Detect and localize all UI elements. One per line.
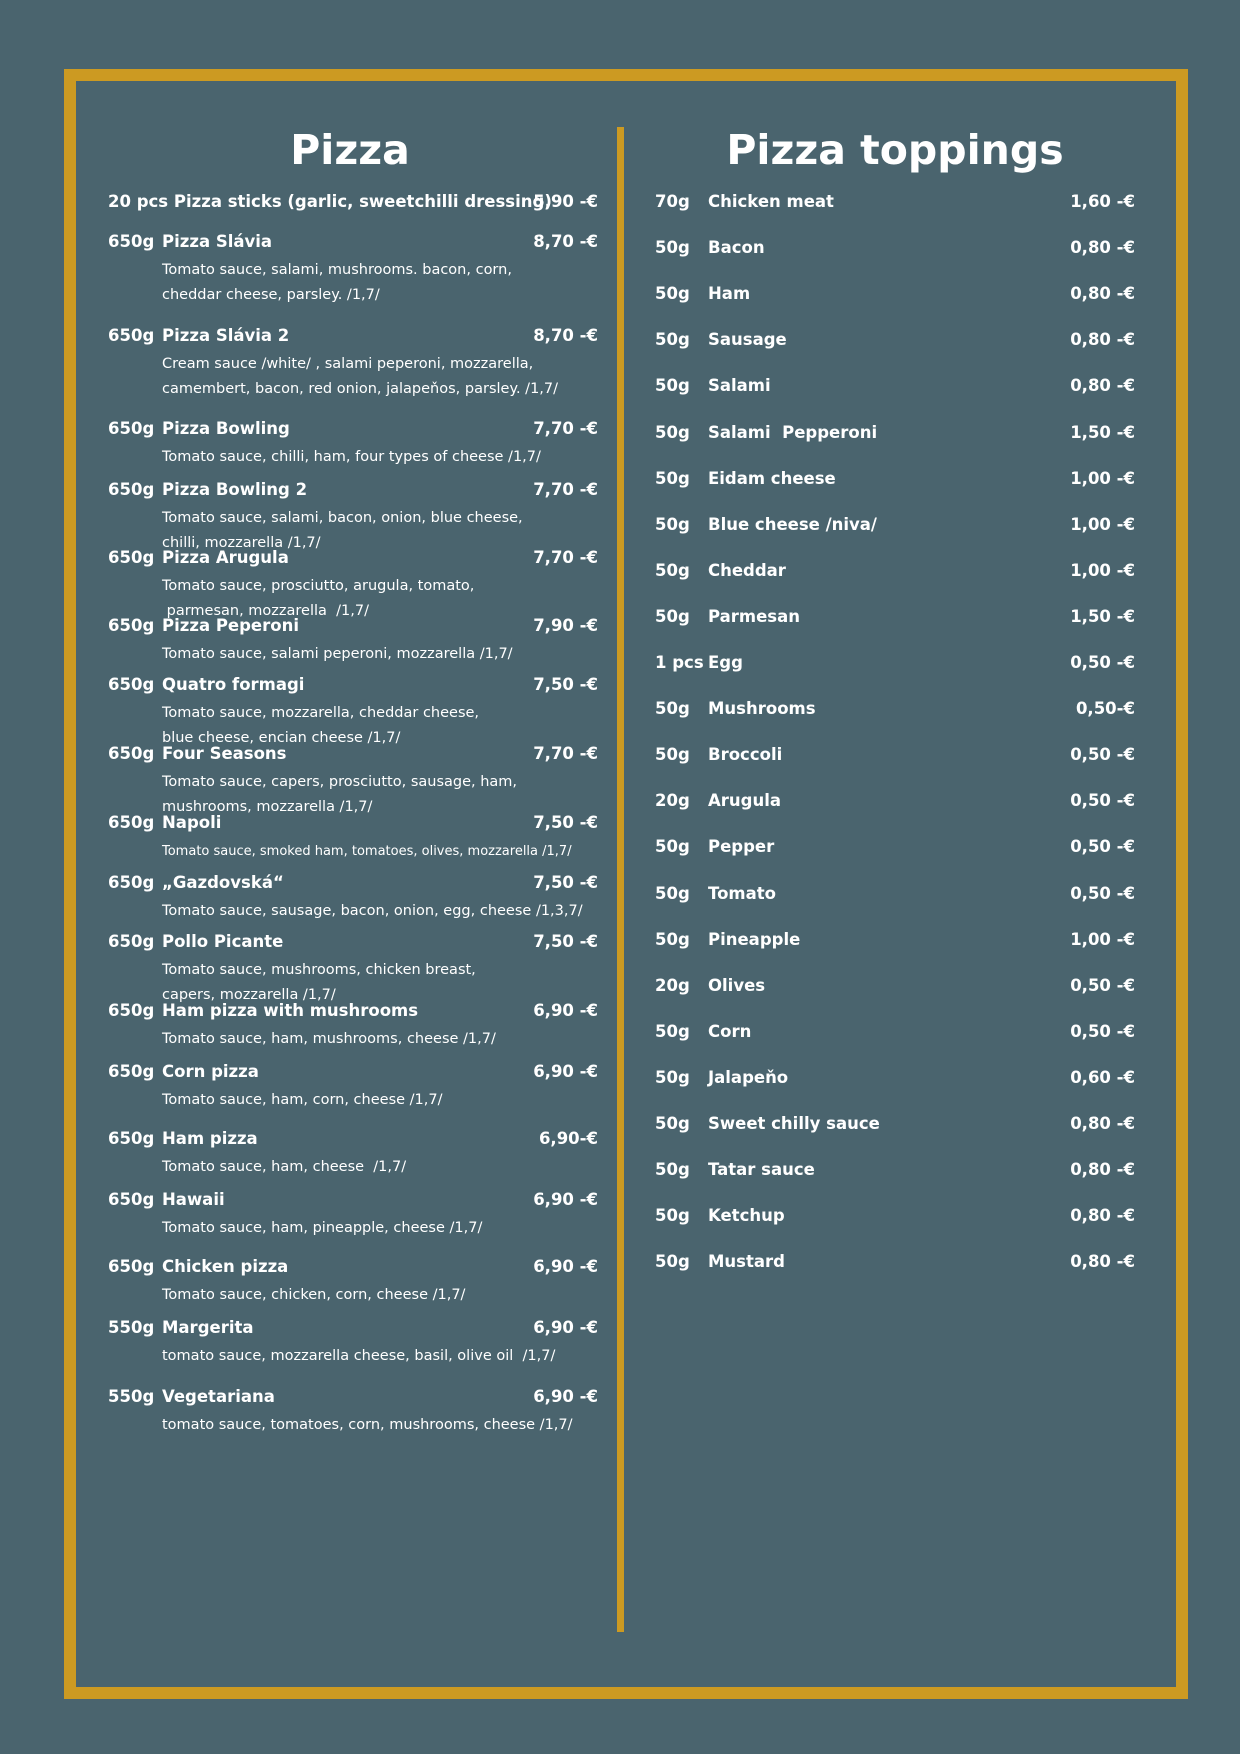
pizza-item — [108, 813, 598, 864]
topping-weight: 50g — [655, 929, 690, 949]
pizza-description — [162, 258, 598, 308]
topping-price: 0,50 -€ — [1070, 1021, 1135, 1041]
pizza-description-line: Tomato sauce, mozzarella, cheddar cheese, — [162, 705, 480, 721]
topping-name: Bacon — [708, 238, 765, 258]
pizza-description — [162, 1216, 598, 1241]
topping-weight: 20g — [655, 791, 690, 811]
pizza-name: Ham pizza — [162, 1129, 258, 1148]
topping-item — [655, 745, 1135, 769]
pizza-item — [108, 548, 598, 624]
pizza-description-line: Tomato sauce, salami, mushrooms. bacon, corn, — [162, 262, 512, 278]
pizza-name: Pizza Slávia 2 — [162, 326, 290, 345]
pizza-description-line: Tomato sauce, smoked ham, tomatoes, olives, mozzarella /1,7/ — [162, 844, 572, 859]
topping-weight: 50g — [655, 514, 690, 534]
topping-price: 0,80 -€ — [1070, 1114, 1135, 1133]
topping-price: 0,80 -€ — [1070, 284, 1135, 304]
pizza-price: 7,50 -€ — [533, 813, 598, 832]
pizza-description — [162, 1088, 598, 1113]
pizza-section-title: Pizza — [290, 126, 410, 174]
pizza-item — [108, 1387, 598, 1438]
topping-name: Salami Pepperoni — [708, 422, 878, 442]
pizza-description-line: parmesan, mozzarella /1,7/ — [162, 603, 369, 619]
topping-name: Jalapeňo — [708, 1067, 789, 1087]
topping-weight: 50g — [655, 560, 690, 580]
pizza-description-line: Tomato sauce, salami, bacon, onion, blue cheese, — [162, 510, 523, 526]
topping-item — [655, 238, 1135, 262]
topping-item — [655, 1114, 1135, 1138]
topping-price: 1,60 -€ — [1070, 192, 1135, 211]
pizza-description-line: blue cheese, encian cheese /1,7/ — [162, 730, 401, 746]
pizza-weight: 550g — [108, 1318, 155, 1337]
pizza-weight: 650g — [108, 480, 155, 499]
topping-price: 1,00 -€ — [1070, 468, 1135, 488]
topping-price: 0,80 -€ — [1070, 376, 1135, 396]
topping-weight: 50g — [655, 330, 690, 350]
topping-weight: 20g — [655, 975, 690, 995]
topping-weight: 1 pcs — [655, 653, 704, 672]
topping-item — [655, 515, 1135, 539]
pizza-item — [108, 1062, 598, 1113]
topping-item — [655, 192, 1135, 216]
pizza-sticks-price: 5,90 -€ — [533, 192, 598, 211]
pizza-price: 6,90-€ — [538, 1129, 598, 1148]
pizza-description-line: chilli, mozzarella /1,7/ — [162, 535, 321, 551]
topping-price: 0,50 -€ — [1070, 745, 1135, 765]
pizza-description — [162, 899, 598, 924]
column-divider — [617, 127, 624, 1632]
pizza-price: 6,90 -€ — [533, 1190, 598, 1209]
pizza-name: Ham pizza with mushrooms — [162, 1001, 419, 1020]
topping-price: 0,80 -€ — [1070, 330, 1135, 350]
topping-price: 1,00 -€ — [1070, 514, 1135, 534]
pizza-sticks-label: 20 pcs Pizza sticks (garlic, sweetchilli dressing) — [108, 192, 552, 211]
pizza-item — [108, 616, 598, 667]
pizza-description — [162, 642, 598, 667]
topping-price: 1,50 -€ — [1070, 422, 1135, 442]
topping-price: 0,50 -€ — [1070, 883, 1135, 903]
pizza-name: Vegetariana — [162, 1387, 275, 1406]
pizza-item — [108, 1190, 598, 1241]
topping-name: Tatar sauce — [708, 1160, 815, 1180]
pizza-item — [108, 873, 598, 924]
pizza-name: Corn pizza — [162, 1062, 259, 1081]
pizza-description-line: mushrooms, mozzarella /1,7/ — [162, 799, 373, 815]
topping-weight: 50g — [655, 837, 690, 857]
pizza-name: Pizza Bowling — [162, 419, 290, 438]
pizza-name: „Gazdovská“ — [162, 873, 284, 892]
topping-weight: 50g — [655, 745, 690, 765]
topping-weight: 50g — [655, 376, 690, 396]
pizza-price: 7,70 -€ — [533, 548, 598, 567]
pizza-name: Chicken pizza — [162, 1257, 289, 1276]
topping-price: 1,00 -€ — [1070, 929, 1135, 949]
pizza-price: 7,50 -€ — [533, 675, 598, 694]
pizza-weight: 650g — [108, 744, 155, 763]
topping-item — [655, 376, 1135, 400]
topping-weight: 50g — [655, 883, 690, 903]
topping-item — [655, 469, 1135, 493]
topping-weight: 50g — [655, 468, 690, 488]
topping-item — [655, 930, 1135, 954]
topping-name: Tomato — [708, 883, 776, 903]
pizza-price: 6,90 -€ — [533, 1387, 598, 1406]
topping-price: 0,50 -€ — [1070, 837, 1135, 857]
topping-item — [655, 976, 1135, 1000]
pizza-description — [162, 1027, 598, 1052]
pizza-description-line: Tomato sauce, chicken, corn, cheese /1,7/ — [162, 1287, 466, 1303]
topping-name: Sausage — [708, 330, 787, 350]
topping-weight: 50g — [655, 1160, 690, 1180]
pizza-item — [108, 744, 598, 820]
pizza-name: Pizza Arugula — [162, 548, 289, 567]
pizza-description — [162, 445, 598, 470]
toppings-section-title: Pizza toppings — [726, 126, 1064, 174]
topping-item — [655, 1206, 1135, 1230]
topping-name: Broccoli — [708, 745, 783, 765]
pizza-name: Pizza Peperoni — [162, 616, 299, 635]
pizza-price: 7,50 -€ — [533, 873, 598, 892]
topping-weight: 50g — [655, 606, 690, 626]
pizza-description — [162, 352, 598, 402]
topping-name: Mustard — [708, 1252, 785, 1272]
topping-item — [655, 791, 1135, 815]
pizza-weight: 650g — [108, 873, 155, 892]
topping-name: Corn — [708, 1021, 752, 1041]
pizza-description-line: tomato sauce, tomatoes, corn, mushrooms, cheese /1,7/ — [162, 1417, 573, 1433]
topping-weight: 50g — [655, 422, 690, 442]
pizza-weight: 650g — [108, 1001, 155, 1020]
pizza-description-line: Tomato sauce, ham, cheese /1,7/ — [162, 1159, 407, 1175]
pizza-description — [162, 1155, 598, 1180]
topping-name: Ketchup — [708, 1206, 785, 1226]
topping-price: 1,00 -€ — [1070, 560, 1135, 580]
topping-name: Chicken meat — [708, 192, 834, 211]
topping-name: Egg — [708, 653, 743, 672]
topping-weight: 50g — [655, 1021, 690, 1041]
topping-price: 0,60 -€ — [1070, 1067, 1135, 1087]
topping-weight: 50g — [655, 699, 690, 719]
topping-item — [655, 1068, 1135, 1092]
topping-item — [655, 607, 1135, 631]
pizza-weight: 650g — [108, 1129, 155, 1148]
pizza-price: 6,90 -€ — [533, 1001, 598, 1020]
pizza-weight: 650g — [108, 232, 155, 251]
pizza-description-line: Tomato sauce, prosciutto, arugula, tomato, — [162, 578, 475, 594]
topping-weight: 70g — [655, 192, 690, 211]
pizza-weight: 650g — [108, 1062, 155, 1081]
topping-name: Pineapple — [708, 929, 801, 949]
pizza-name: Pollo Picante — [162, 932, 284, 951]
topping-name: Pepper — [708, 837, 775, 857]
pizza-name: Pizza Bowling 2 — [162, 480, 308, 499]
topping-weight: 50g — [655, 1067, 690, 1087]
pizza-item — [108, 675, 598, 751]
pizza-description-line: Tomato sauce, mushrooms, chicken breast, — [162, 962, 476, 978]
pizza-price: 8,70 -€ — [533, 326, 598, 345]
pizza-weight: 650g — [108, 1190, 155, 1209]
pizza-weight: 650g — [108, 813, 155, 832]
topping-item — [655, 884, 1135, 908]
topping-weight: 50g — [655, 1206, 690, 1226]
topping-name: Salami — [708, 376, 771, 396]
topping-price: 0,50-€ — [1075, 699, 1135, 719]
topping-name: Olives — [708, 975, 766, 995]
pizza-price: 7,70 -€ — [533, 744, 598, 763]
pizza-description-line: capers, mozzarella /1,7/ — [162, 987, 336, 1003]
pizza-price: 7,90 -€ — [533, 616, 598, 635]
pizza-price: 8,70 -€ — [533, 232, 598, 251]
topping-price: 0,80 -€ — [1070, 238, 1135, 258]
pizza-item — [108, 1257, 598, 1308]
pizza-price: 6,90 -€ — [533, 1257, 598, 1276]
pizza-sticks-item — [108, 192, 598, 214]
topping-name: Cheddar — [708, 560, 786, 580]
pizza-item — [108, 326, 598, 402]
topping-name: Parmesan — [708, 606, 801, 626]
pizza-description — [162, 839, 598, 864]
pizza-description-line: Tomato sauce, ham, pineapple, cheese /1,7/ — [162, 1220, 483, 1236]
pizza-name: Hawaii — [162, 1190, 225, 1209]
topping-item — [655, 653, 1135, 677]
pizza-weight: 650g — [108, 326, 155, 345]
pizza-weight: 650g — [108, 616, 155, 635]
pizza-description-line: Tomato sauce, chilli, ham, four types of cheese /1,7/ — [162, 449, 541, 465]
pizza-name: Four Seasons — [162, 744, 287, 763]
topping-weight: 50g — [655, 284, 690, 304]
topping-weight: 50g — [655, 1252, 690, 1272]
topping-name: Arugula — [708, 791, 782, 811]
pizza-item — [108, 1001, 598, 1052]
topping-item — [655, 284, 1135, 308]
pizza-description-line: Tomato sauce, sausage, bacon, onion, egg, cheese /1,3,7/ — [162, 903, 583, 919]
pizza-item — [108, 1318, 598, 1369]
pizza-price: 7,50 -€ — [533, 932, 598, 951]
topping-price: 0,80 -€ — [1070, 1206, 1135, 1226]
topping-item — [655, 1022, 1135, 1046]
topping-price: 1,50 -€ — [1070, 606, 1135, 626]
topping-price: 0,80 -€ — [1070, 1160, 1135, 1180]
topping-price: 0,80 -€ — [1070, 1252, 1135, 1272]
topping-name: Mushrooms — [708, 699, 816, 719]
topping-price: 0,50 -€ — [1070, 791, 1135, 811]
pizza-item — [108, 1129, 598, 1180]
pizza-item — [108, 932, 598, 1008]
pizza-weight: 650g — [108, 548, 155, 567]
pizza-description — [162, 1413, 598, 1438]
topping-weight: 50g — [655, 238, 690, 258]
pizza-description-line: Cream sauce /white/ , salami peperoni, mozzarella, — [162, 356, 534, 372]
pizza-description-line: Tomato sauce, capers, prosciutto, sausage, ham, — [162, 774, 518, 790]
pizza-description-line: camembert, bacon, red onion, jalapeňos, parsley. /1,7/ — [162, 381, 559, 397]
topping-item — [655, 1252, 1135, 1276]
topping-item — [655, 1160, 1135, 1184]
topping-item — [655, 837, 1135, 861]
topping-name: Eidam cheese — [708, 468, 836, 488]
pizza-description — [162, 1283, 598, 1308]
topping-name: Blue cheese /niva/ — [708, 514, 877, 534]
pizza-description-line: tomato sauce, mozzarella cheese, basil, olive oil /1,7/ — [162, 1348, 556, 1364]
pizza-description-line: cheddar cheese, parsley. /1,7/ — [162, 287, 380, 303]
topping-name: Sweet chilly sauce — [708, 1114, 880, 1133]
pizza-name: Pizza Slávia — [162, 232, 273, 251]
topping-item — [655, 330, 1135, 354]
pizza-description — [162, 1344, 598, 1369]
pizza-price: 6,90 -€ — [533, 1318, 598, 1337]
topping-item — [655, 561, 1135, 585]
pizza-item — [108, 480, 598, 556]
pizza-item — [108, 232, 598, 308]
pizza-name: Margerita — [162, 1318, 254, 1337]
pizza-item — [108, 419, 598, 470]
pizza-price: 7,70 -€ — [533, 419, 598, 438]
topping-item — [655, 699, 1135, 723]
pizza-weight: 650g — [108, 419, 155, 438]
pizza-price: 7,70 -€ — [533, 480, 598, 499]
topping-weight: 50g — [655, 1114, 690, 1133]
pizza-name: Napoli — [162, 813, 222, 832]
pizza-description-line: Tomato sauce, ham, corn, cheese /1,7/ — [162, 1092, 443, 1108]
pizza-weight: 650g — [108, 932, 155, 951]
pizza-name: Quatro formagi — [162, 675, 305, 694]
pizza-weight: 650g — [108, 675, 155, 694]
topping-price: 0,50 -€ — [1070, 975, 1135, 995]
pizza-weight: 550g — [108, 1387, 155, 1406]
pizza-price: 6,90 -€ — [533, 1062, 598, 1081]
topping-price: 0,50 -€ — [1070, 653, 1135, 672]
pizza-description-line: Tomato sauce, ham, mushrooms, cheese /1,7/ — [162, 1031, 496, 1047]
topping-name: Ham — [708, 284, 751, 304]
topping-item — [655, 423, 1135, 447]
pizza-description-line: Tomato sauce, salami peperoni, mozzarella /1,7/ — [162, 646, 513, 662]
pizza-weight: 650g — [108, 1257, 155, 1276]
